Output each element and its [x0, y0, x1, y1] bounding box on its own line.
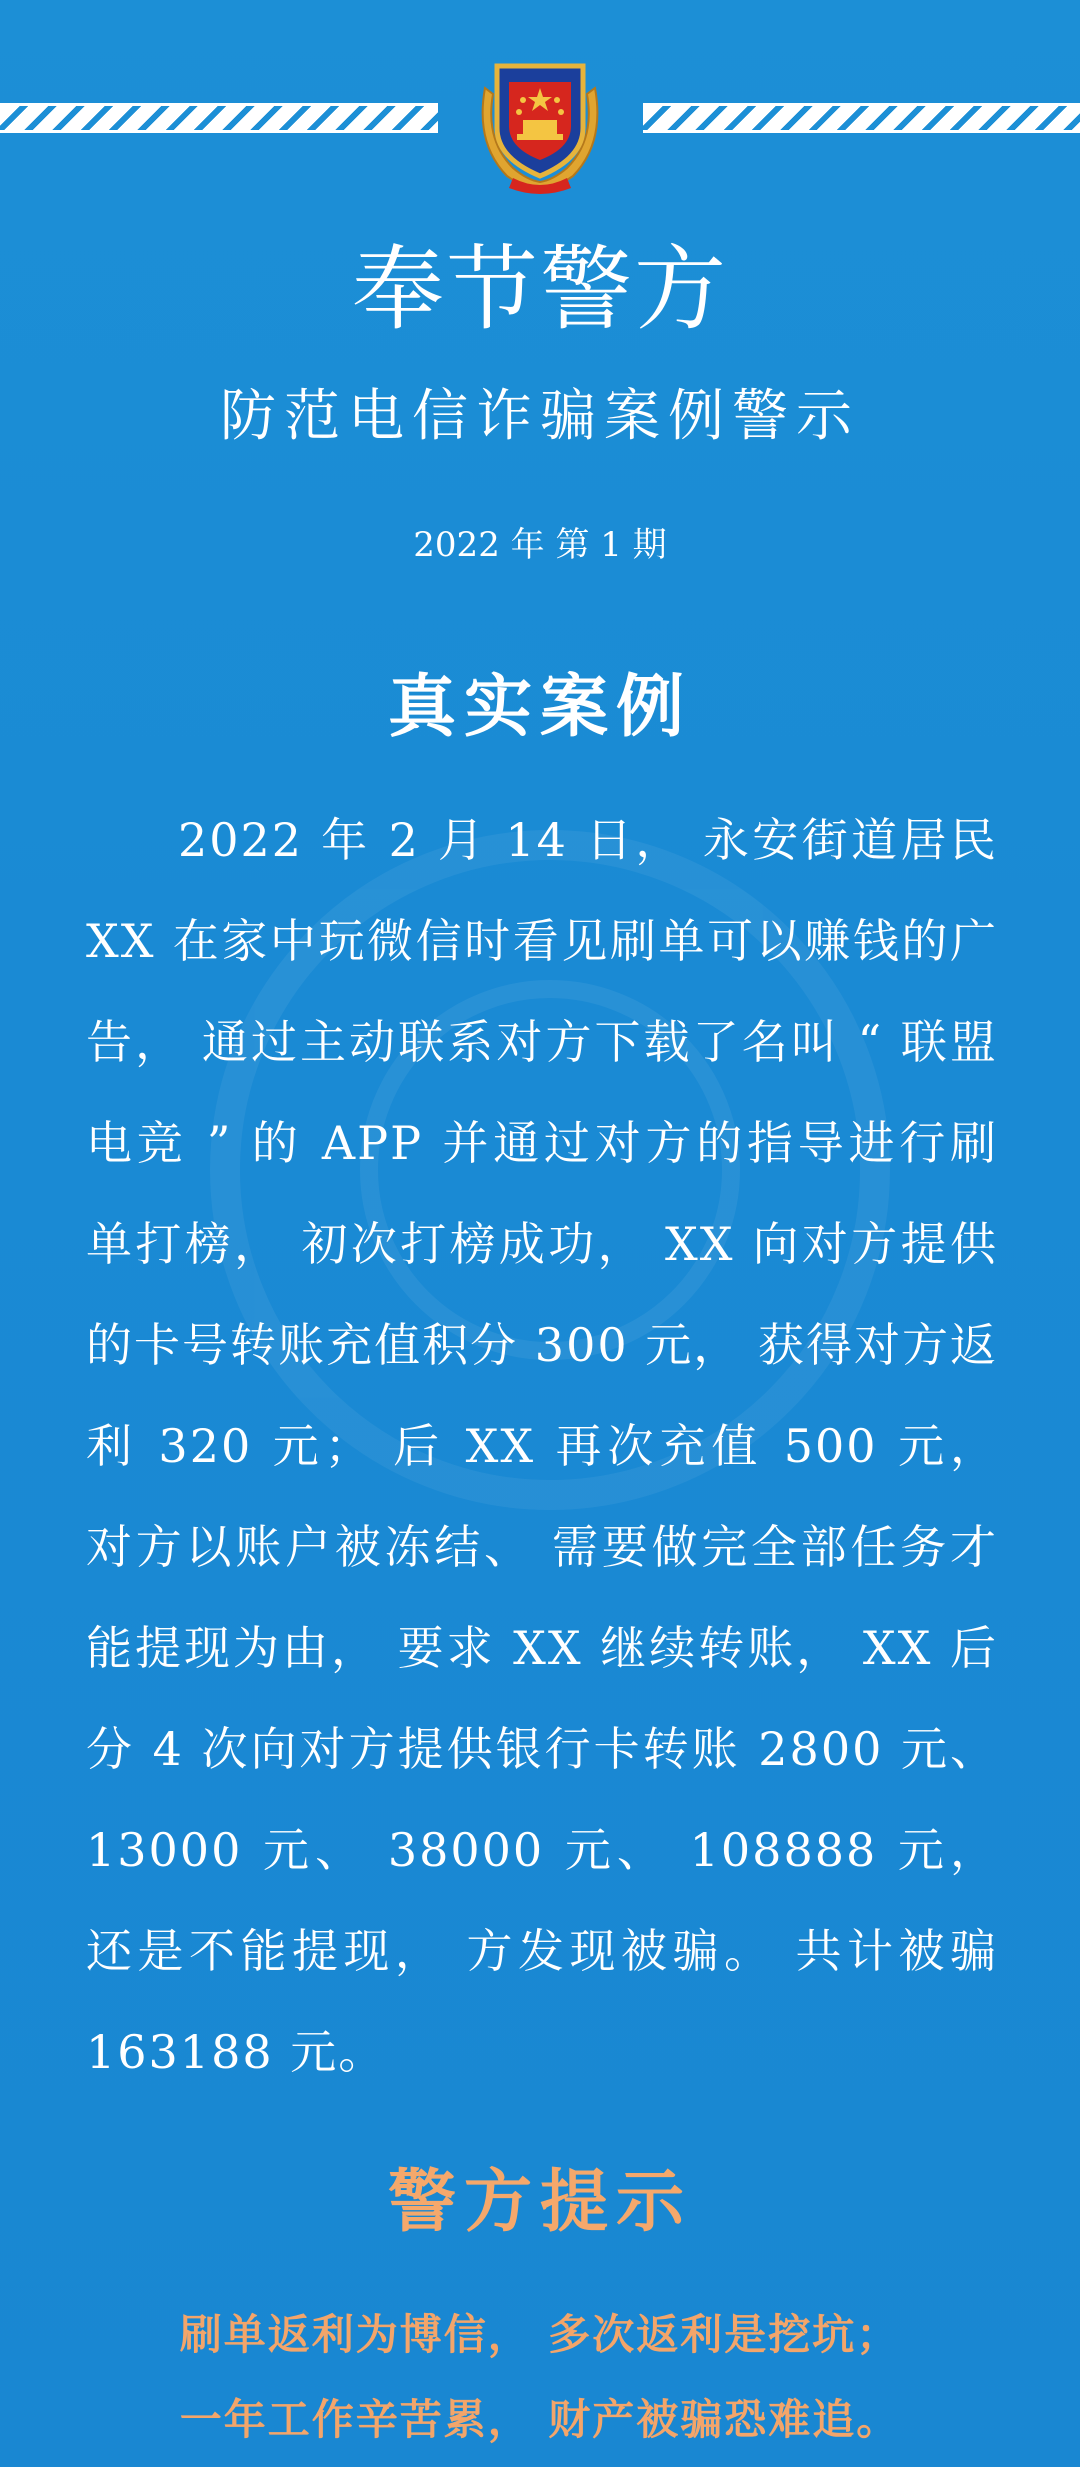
police-tips-heading: 警方提示 [387, 2162, 692, 2242]
tip-line-1: 刷单返利为博信， 多次返利是挖坑； [179, 2310, 901, 2359]
decorative-band-left [0, 103, 438, 133]
case-heading: 真实案例 [387, 667, 692, 747]
page-subtitle: 防范电信诈骗案例警示 [220, 384, 860, 449]
police-emblem-icon [467, 48, 613, 198]
issue-number: 2022 年 第 1 期 [413, 525, 667, 565]
case-body-text: 2022 年 2 月 14 日， 永安街道居民 XX 在家中玩微信时看见刷单可以赚钱的广告， 通过主动联系对方下载了名叫 “ 联盟电竞 ” 的 APP 并通过对方的指导进行刷单打榜， 初次打榜成功， XX 向对方提供的卡号转账充值积分 300 元， 获得对方返利 320 元； 后 XX 再次充值 500 元， 对方以账户被冻结、 需要做完全部任务才能提现为由， 要求 XX 继续转账， XX 后分 4 次向对方提供银行卡转账 2800 元、 13000 元、 38000 元、 108888 元， 还是不能提现， 方发现被骗。 共计被骗 163188 元。 [86, 813, 998, 2079]
page-title: 奉节警方 [351, 236, 728, 343]
decorative-band-right [643, 103, 1080, 133]
tip-line-2: 一年工作辛苦累， 财产被骗恐难追。 [179, 2395, 901, 2444]
